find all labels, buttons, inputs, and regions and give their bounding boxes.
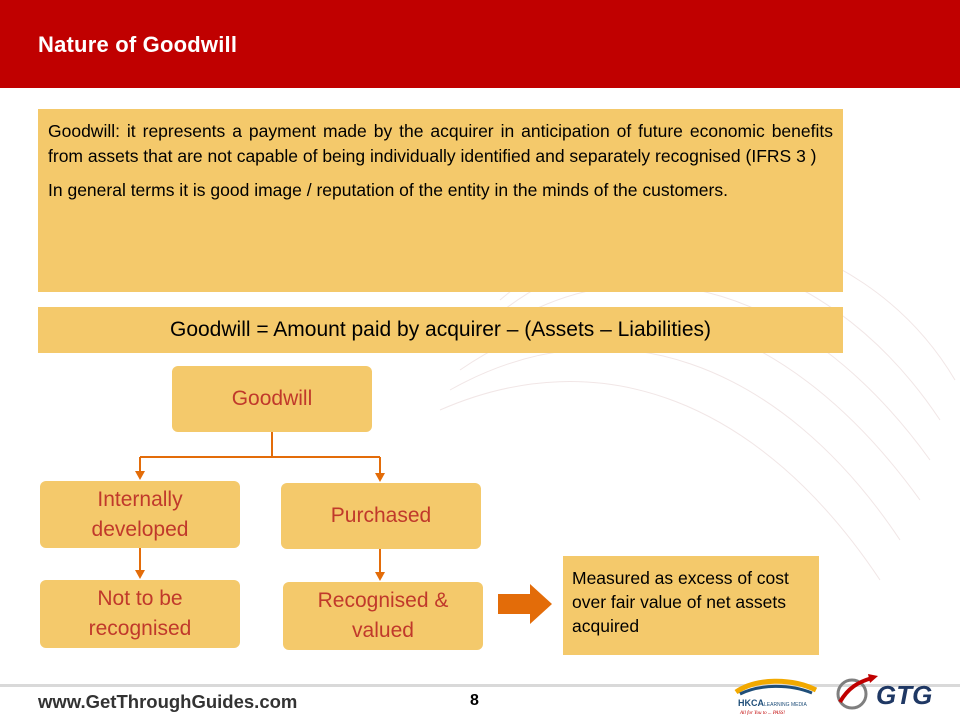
svg-text:LEARNING MEDIA: LEARNING MEDIA <box>764 702 807 708</box>
node-recognised-valued-label: Recognised & valued <box>317 589 449 642</box>
arrowhead-internal <box>135 471 145 480</box>
node-internally-developed-label: Internally developed <box>91 487 189 541</box>
footer-website-link[interactable]: www.GetThroughGuides.com <box>38 691 298 712</box>
definition-paragraph: Goodwill: it represents a payment made by the acquirer in anticipation of future economic benefits from assets that are not capable of being individually identified and separately recognised (IFRS 3 ) <box>48 121 833 166</box>
svg-text:HKCA: HKCA <box>738 698 764 708</box>
general-terms-paragraph: In general terms it is good image / reputation of the entity in the minds of the customers. <box>48 180 728 200</box>
node-purchased-label: Purchased <box>330 504 432 527</box>
block-arrow-icon <box>498 584 552 624</box>
gtg-logo-icon <box>832 668 954 718</box>
node-not-recognised-label: Not to be recognised <box>88 587 192 640</box>
node-goodwill-label: Goodwill <box>231 387 313 410</box>
measurement-note-box <box>563 556 819 655</box>
page-number: 8 <box>470 692 479 709</box>
goodwill-formula: Goodwill = Amount paid by acquirer – (Assets – Liabilities) <box>169 318 712 341</box>
node-goodwill <box>172 366 372 432</box>
measurement-note: Measured as excess of cost over fair value of net assets acquired <box>572 568 789 636</box>
node-purchased <box>281 483 481 549</box>
node-internally-developed <box>40 481 240 548</box>
arrowhead-recognised <box>375 572 385 581</box>
arrowhead-not-recognised <box>135 570 145 579</box>
node-not-recognised <box>40 580 240 648</box>
slide-title: Nature of Goodwill <box>38 32 238 57</box>
node-recognised-valued <box>283 582 483 650</box>
hkca-logo-icon <box>732 676 820 718</box>
svg-text:All for You to ... PASS!: All for You to ... PASS! <box>740 711 786 716</box>
arrowhead-purchased <box>375 473 385 482</box>
svg-text:GTG: GTG <box>876 680 933 710</box>
